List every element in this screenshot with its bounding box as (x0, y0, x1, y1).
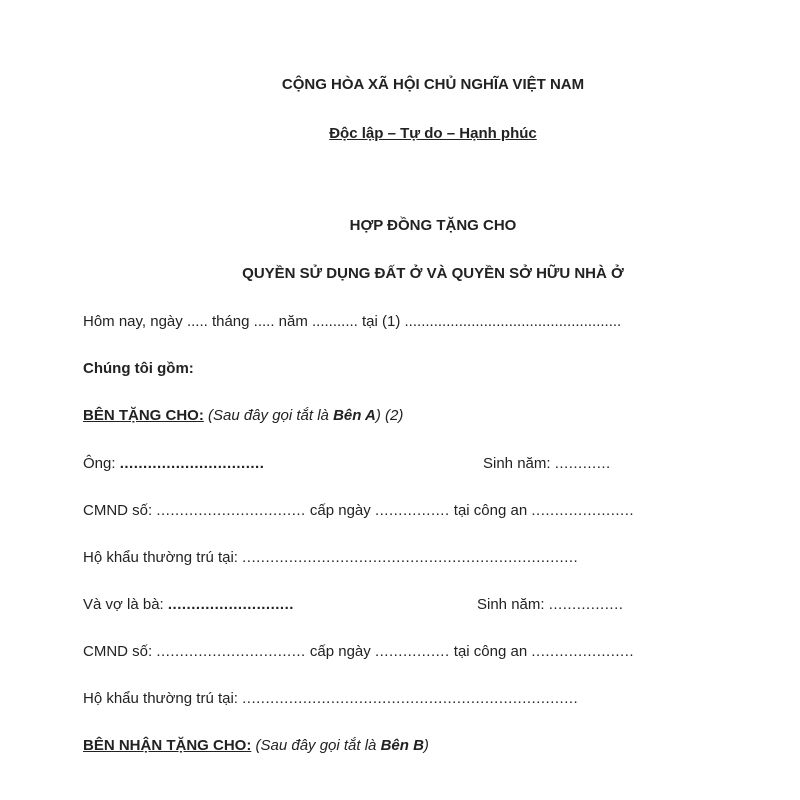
id-line-2 (83, 643, 634, 660)
motto: Độc lập – Tự do – Hạnh phúc (329, 125, 537, 142)
wife-label: Và vợ là bà: (83, 596, 164, 613)
residence-label-1: Hộ khẩu thường trú tại: (83, 549, 238, 566)
residence-line-2 (83, 690, 578, 707)
party-b-heading-line (83, 737, 429, 754)
birth-year-label-1: Sinh năm: (483, 455, 551, 472)
residence-value-2: ........................................................................ (242, 690, 579, 707)
id-label-2: CMND số: (83, 643, 153, 660)
party-a-note: (Sau đây gọi tắt là Bên A) (2) (203, 407, 404, 424)
contract-subtitle: QUYỀN SỬ DỤNG ĐẤT Ở VÀ QUYỀN SỞ HỮU NHÀ Ở (242, 265, 624, 282)
we-include-label: Chúng tôi gồm: (83, 360, 194, 377)
police-value-2: ...................... (531, 643, 635, 660)
issued-label-1: cấp ngày (309, 502, 371, 519)
residence-line-1 (83, 549, 578, 566)
police-label-1: tại công an (453, 502, 528, 519)
party-b-name: Bên B (380, 737, 424, 754)
issued-value-1: ................ (374, 502, 450, 519)
birth-year-label-2: Sinh năm: (477, 596, 545, 613)
wife-field (83, 596, 294, 613)
birth-year-field-1 (483, 455, 611, 472)
wife-value: ........................... (167, 596, 294, 613)
birth-year-value-2: ................ (548, 596, 624, 613)
mr-label: Ông: (83, 455, 116, 472)
police-value-1: ...................... (531, 502, 635, 519)
police-label-2: tại công an (453, 643, 528, 660)
party-b-heading: BÊN NHẬN TẶNG CHO: (83, 737, 252, 754)
id-value-2: ................................ (156, 643, 306, 660)
mr-value: ............................... (119, 455, 265, 472)
issued-label-2: cấp ngày (309, 643, 371, 660)
id-line-1 (83, 502, 634, 519)
issued-value-2: ................ (374, 643, 450, 660)
mr-field (83, 455, 264, 472)
party-a-name: Bên A (333, 407, 376, 424)
party-b-note: (Sau đây gọi tắt là Bên B) (251, 737, 429, 754)
party-a-heading: BÊN TẶNG CHO: (83, 407, 204, 424)
contract-title: HỢP ĐỒNG TẶNG CHO (349, 217, 517, 234)
nation-heading: CỘNG HÒA XÃ HỘI CHỦ NGHĨA VIỆT NAM (281, 76, 585, 93)
id-label-1: CMND số: (83, 502, 153, 519)
id-value-1: ................................ (156, 502, 306, 519)
birth-year-field-2 (477, 596, 623, 613)
date-place-line: Hôm nay, ngày ..... tháng ..... năm ........... tại (1) .................................................... (83, 313, 622, 330)
birth-year-value-1: ............ (554, 455, 611, 472)
residence-label-2: Hộ khẩu thường trú tại: (83, 690, 238, 707)
party-a-heading-line (83, 407, 403, 424)
residence-value-1: ........................................................................ (242, 549, 579, 566)
